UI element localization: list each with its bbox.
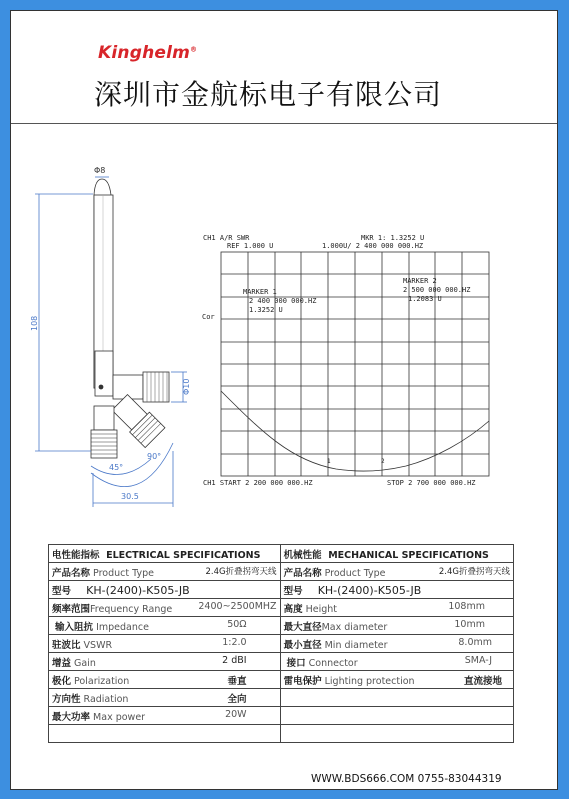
swr-line1: CH1 A/R SWR — [203, 234, 250, 242]
table-row: 型号 KH-(2400)-K505-JB — [49, 581, 281, 599]
table-row: 驻波比 VSWR 1:2.0 — [49, 635, 281, 653]
table-row — [280, 689, 513, 707]
antenna-drawing — [30, 166, 191, 507]
swr-line3: MKR 1: 1.3252 U — [361, 234, 425, 242]
dim-connector-label: Φ10 — [182, 378, 191, 395]
table-row — [280, 707, 513, 725]
marker1-freq: 2 400 000 000.HZ — [249, 297, 317, 305]
table-row: 增益 Gain 2 dBI — [49, 653, 281, 671]
table-row: 最大直径Max diameter 10mm — [280, 617, 513, 635]
marker2-value: 1.2083 U — [408, 295, 442, 303]
table-row: 最大功率 Max power 20W — [49, 707, 281, 725]
spec-table — [48, 544, 514, 743]
datasheet-page — [10, 10, 558, 790]
swr-start: CH1 START 2 200 000 000.HZ — [203, 479, 313, 487]
table-row — [280, 725, 513, 743]
dim-width-label: 30.5 — [121, 492, 139, 501]
table-row: 极化 Polarization 垂直 — [49, 671, 281, 689]
swr-stop: STOP 2 700 000 000.HZ — [387, 479, 476, 487]
marker1-value: 1.3252 U — [249, 306, 283, 314]
swr-line2: REF 1.000 U — [227, 242, 274, 250]
swr-side-label: Cor — [202, 313, 215, 321]
kinghelm-logo: Kinghelm® — [98, 43, 198, 63]
dim-length-label: 108 — [30, 315, 39, 331]
marker1-point: 1 — [327, 458, 331, 465]
marker2-title: MARKER 2 — [403, 277, 437, 285]
table-row: 产品名称 Product Type 2.4G折叠拐弯天线 — [280, 563, 513, 581]
footer-contact: WWW.BDS666.COM 0755-83044319 — [311, 773, 502, 785]
table-row: 最小直径 Min diameter 8.0mm — [280, 635, 513, 653]
angle-90-label: 90° — [147, 452, 162, 461]
table-row: 型号 KH-(2400)-K505-JB — [280, 581, 513, 599]
swr-chart — [202, 234, 489, 487]
table-row: 接口 Connector SMA-J — [280, 653, 513, 671]
table-row: 高度 Height 108mm — [280, 599, 513, 617]
table-row: 输入阻抗 Impedance 50Ω — [49, 617, 281, 635]
marker2-point: 2 — [381, 458, 385, 465]
table-row — [49, 725, 281, 743]
technical-drawing — [11, 11, 557, 531]
table-row: 产品名称 Product Type 2.4G折叠拐弯天线 — [49, 563, 281, 581]
swr-line4: 1.000U/ 2 400 000 000.HZ — [322, 242, 424, 250]
table-row: 频率范围Frequency Range 2400~2500MHZ — [49, 599, 281, 617]
electrical-heading: 电性能指标 ELECTRICAL SPECIFICATIONS — [49, 545, 281, 563]
marker2-freq: 2 500 000 000.HZ — [403, 286, 471, 294]
company-name: 深圳市金航标电子有限公司 — [94, 78, 443, 111]
table-row: 雷电保护 Lighting protection 直流接地 — [280, 671, 513, 689]
mechanical-heading: 机械性能 MECHANICAL SPECIFICATIONS — [280, 545, 513, 563]
marker1-title: MARKER 1 — [243, 288, 277, 296]
angle-45-label: 45° — [109, 463, 124, 472]
dim-top-label: Φ8 — [94, 166, 106, 175]
table-row: 方向性 Radiation 全向 — [49, 689, 281, 707]
